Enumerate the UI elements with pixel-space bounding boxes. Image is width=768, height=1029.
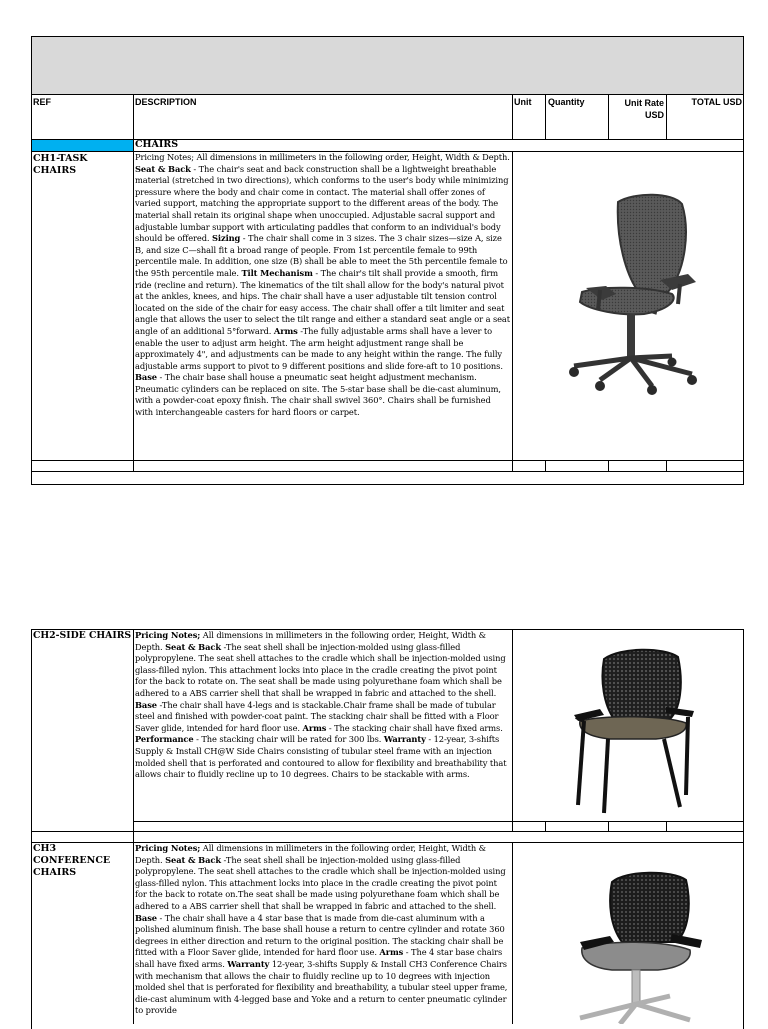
divider <box>133 95 134 472</box>
header-unit: Unit <box>514 97 532 107</box>
divider <box>608 460 609 472</box>
divider <box>512 629 513 831</box>
description-heading: Base <box>135 372 157 383</box>
description-text: - 12-year, 3-shifts Supply & Install CH@W Side Chairs consisting of tubular steel frame with an injection molded shell that is perforated and contoured to allow for flexibility and breathability that allows chair to fluidly recline up to 10 degrees. Chairs to be stackable with arms. <box>135 734 507 780</box>
description-heading: Pricing Notes; <box>135 630 201 640</box>
description-heading: Pricing Notes; <box>135 843 201 853</box>
divider <box>545 821 546 832</box>
divider <box>31 831 744 832</box>
divider <box>608 95 609 140</box>
description-text: - The chair shall have a 4 star base that is made from die-cast aluminum with a polished aluminum finish. The base shall house a return to centre cylinder and rotate 360 degrees in either direction and return to the original position. The stacking chair shall be fitted with a Floor Saver glide, intended for hard floor use. <box>135 912 505 958</box>
description-text: - The chair base shall house a pneumatic seat height adjustment mechanism. Pneumatic cylinders can be replaced on site. The 5-star base shall be die-cast aluminum, with a powder-coat epoxy finish. The chair shall swivel 360°. Chairs shall be furnished with interchangeable casters for hard floors or carpet. <box>135 372 501 418</box>
divider <box>31 460 744 461</box>
description-text: -The seat shell shall be injection-molded using glass-filled polypropylene. The seat shell attaches to the cradle which shall be injection-molded using glass-filled nylon. This attachment locks into place in the cradle creating the pivot point for the back to rotate on.The seat shall be made using polyurethane foam which shall be adhered to a ABS carrier shell that shall be wrapped in fabric and attached to the shell. <box>135 854 506 911</box>
description-text: All dimensions in millimeters in the following order, Height, Width & Depth. <box>135 630 486 652</box>
description-heading: Arms <box>379 947 404 958</box>
item-description <box>135 843 510 1017</box>
item-ref: CH2-SIDE CHAIRS <box>33 630 132 641</box>
header-ref: REF <box>33 97 51 107</box>
divider <box>31 471 744 472</box>
divider <box>666 95 667 140</box>
divider <box>512 95 513 140</box>
description-heading: Base <box>135 699 157 710</box>
description-heading: Base <box>135 912 157 923</box>
description-heading: Arms <box>273 325 298 336</box>
description-heading: Tilt Mechanism <box>241 267 313 278</box>
description-heading: Arms <box>302 722 327 733</box>
description-text: - The 4 star base chairs shall have fixed arms. <box>135 947 503 969</box>
item-ref: CH3 CONFERENCE CHAIRS <box>33 843 111 878</box>
divider <box>545 460 546 472</box>
description-heading: Warranty <box>383 734 426 745</box>
task-chair-image <box>560 190 710 395</box>
header-total: TOTAL USD <box>691 97 742 107</box>
divider <box>133 821 513 822</box>
section-accent-cell <box>32 140 133 151</box>
title-band <box>32 37 743 95</box>
divider <box>133 629 134 1024</box>
description-text: - The chair's seat and back construction shall be a lightweight breathable material (stretched in two directions), which conforms to the user's body while minimizing pressure where the body and chair come in contact. The material shall offer zones of varied support, matching the appropriate support to the different areas of the body. The material shall retain its original shape when unoccupied. Adjustable sacral support and adjustable lumbar support with articulating paddles that conform to an individual's body should be offered. <box>135 163 509 244</box>
description-text: - The chair shall come in 3 sizes. The 3 chair sizes—size A, size B, and size C—shall fit a broad range of people. From 1st percentile female to 99th percentile male. In addition, one size (B) shall be able to meet the 5th percentile female to the 95th percentile male. <box>135 233 508 278</box>
divider <box>608 821 609 832</box>
item-ref: CH1-TASK CHAIRS <box>33 153 88 176</box>
description-text: - The stacking chair shall have fixed arms. <box>326 722 503 733</box>
header-unit-rate: Unit Rate USD <box>624 98 664 120</box>
divider <box>666 821 667 832</box>
description-text: -The seat shell shall be injection-molded using glass-filled polypropylene. The seat shell attaches to the cradle which shall be injection-molded using glass-filled nylon. This attachment locks into place in the cradle creating the pivot point for the back to rotate on. The seat shall be made using polyurethane foam which shall be adhered to a ABS carrier shell that shall be wrapped in fabric and attached to the shell. <box>135 641 506 698</box>
description-text: -The chair shall have 4-legs and is stackable.Chair frame shall be made of tubular steel and finished with powder-coat paint. The stacking chair shall be fitted with a Floor Saver glide, intended for hard floor use. <box>135 699 499 733</box>
side-chair-image <box>560 645 700 815</box>
description-heading: Warranty <box>227 958 270 969</box>
divider <box>666 460 667 472</box>
description-heading: Sizing <box>212 233 241 244</box>
description-text: - The chair's tilt shall provide a smooth, firm ride (recline and return). The kinematics of the tilt shall allow for the body's natural pivot at the ankles, knees, and hips. The chair shall have a user adjustable tilt tension control located on the side of the chair for easy access. The chair shall offer a tilt limiter and seat angle that allows the user to select the tilt range and either a standard seat angle or a seat angle of an additional 5°forward. <box>135 267 511 336</box>
header-description: DESCRIPTION <box>135 97 197 107</box>
description-text: Pricing Notes; All dimensions in millimeters in the following order, Height, Width & Depth. <box>135 152 510 162</box>
description-text: -The fully adjustable arms shall have a lever to enable the user to adjust arm height. The arm height adjustment range shall be approximately 4", and adjustments can be made to any height within the range. The fully adjustable arms support to pivot to 9 different positions and slide fore-aft to 10 positions. <box>135 325 503 371</box>
description-heading: Seat & Back <box>165 641 221 652</box>
divider <box>512 151 513 472</box>
divider <box>512 821 744 822</box>
section-title: CHAIRS <box>135 139 179 150</box>
description-text: All dimensions in millimeters in the following order, Height, Width & Depth. <box>135 843 486 865</box>
divider <box>545 95 546 140</box>
description-heading: Seat & Back <box>165 854 221 865</box>
description-heading: Performance <box>135 734 194 745</box>
description-text: - The stacking chair will be rated for 300 lbs. <box>193 734 384 745</box>
conference-chair-image <box>560 862 710 1024</box>
header-quantity: Quantity <box>548 97 585 107</box>
description-text: 12-year, 3-shifts Supply & Install CH3 Conference Chairs with mechanism that allows the chair to fluidly recline up to 10 degrees with injection molded shel that is perforated for flexibility and breathability, a tubular steel upper frame, die-cast aluminum with 4-legged base and Yoke and a return to center pneumatic cylinder to provide <box>135 958 508 1016</box>
item-description <box>135 152 510 419</box>
item-description <box>135 630 510 781</box>
divider <box>512 842 513 1024</box>
description-heading: Seat & Back <box>135 163 191 174</box>
